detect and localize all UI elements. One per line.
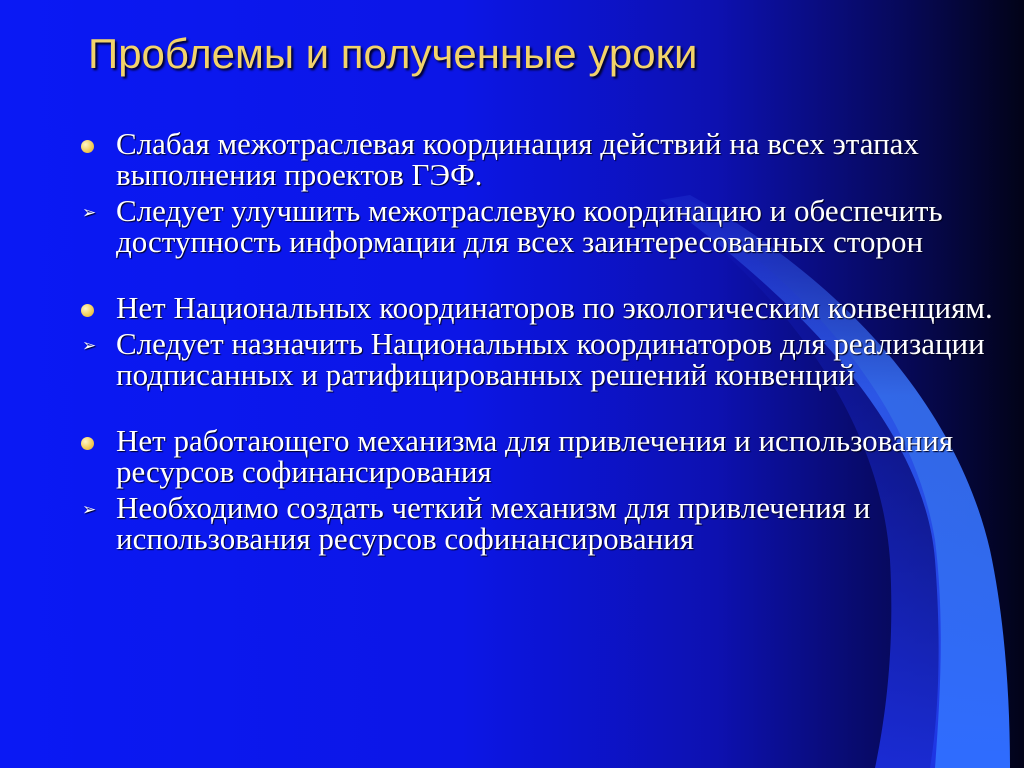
bullet-list: [72, 128, 1002, 554]
round-bullet-icon: [81, 304, 94, 317]
arrow-bullet-icon: ➢: [82, 500, 97, 520]
lesson-text: Следует назначить Национальных координаторов для реализации подписанных и ратифицированных решений конвенций: [116, 326, 985, 392]
lesson-text: Следует улучшить межотраслевую координацию и обеспечить доступность информации для всех заинтересованных сторон: [116, 193, 943, 259]
problem-text: Нет работающего механизма для привлечения и использования ресурсов софинансирования: [116, 423, 954, 489]
lesson-item: [72, 492, 1002, 554]
list-group: [72, 292, 1002, 390]
round-bullet-icon: [81, 140, 94, 153]
problem-text: Нет Национальных координаторов по экологическим конвенциям.: [116, 290, 993, 325]
lesson-item: [72, 328, 1002, 390]
problem-item: [72, 425, 1002, 487]
lesson-text: Необходимо создать четкий механизм для привлечения и использования ресурсов софинансирования: [116, 490, 871, 556]
list-group: [72, 425, 1002, 554]
problem-item: [72, 128, 1002, 190]
arrow-bullet-icon: ➢: [82, 336, 97, 356]
list-group: [72, 128, 1002, 257]
problem-text: Слабая межотраслевая координация действий на всех этапах выполнения проектов ГЭФ.: [116, 126, 919, 192]
round-bullet-icon: [81, 437, 94, 450]
problem-item: [72, 292, 1002, 323]
arrow-bullet-icon: ➢: [82, 203, 97, 223]
lesson-item: [72, 195, 1002, 257]
slide-title: Проблемы и полученные уроки: [88, 30, 698, 77]
